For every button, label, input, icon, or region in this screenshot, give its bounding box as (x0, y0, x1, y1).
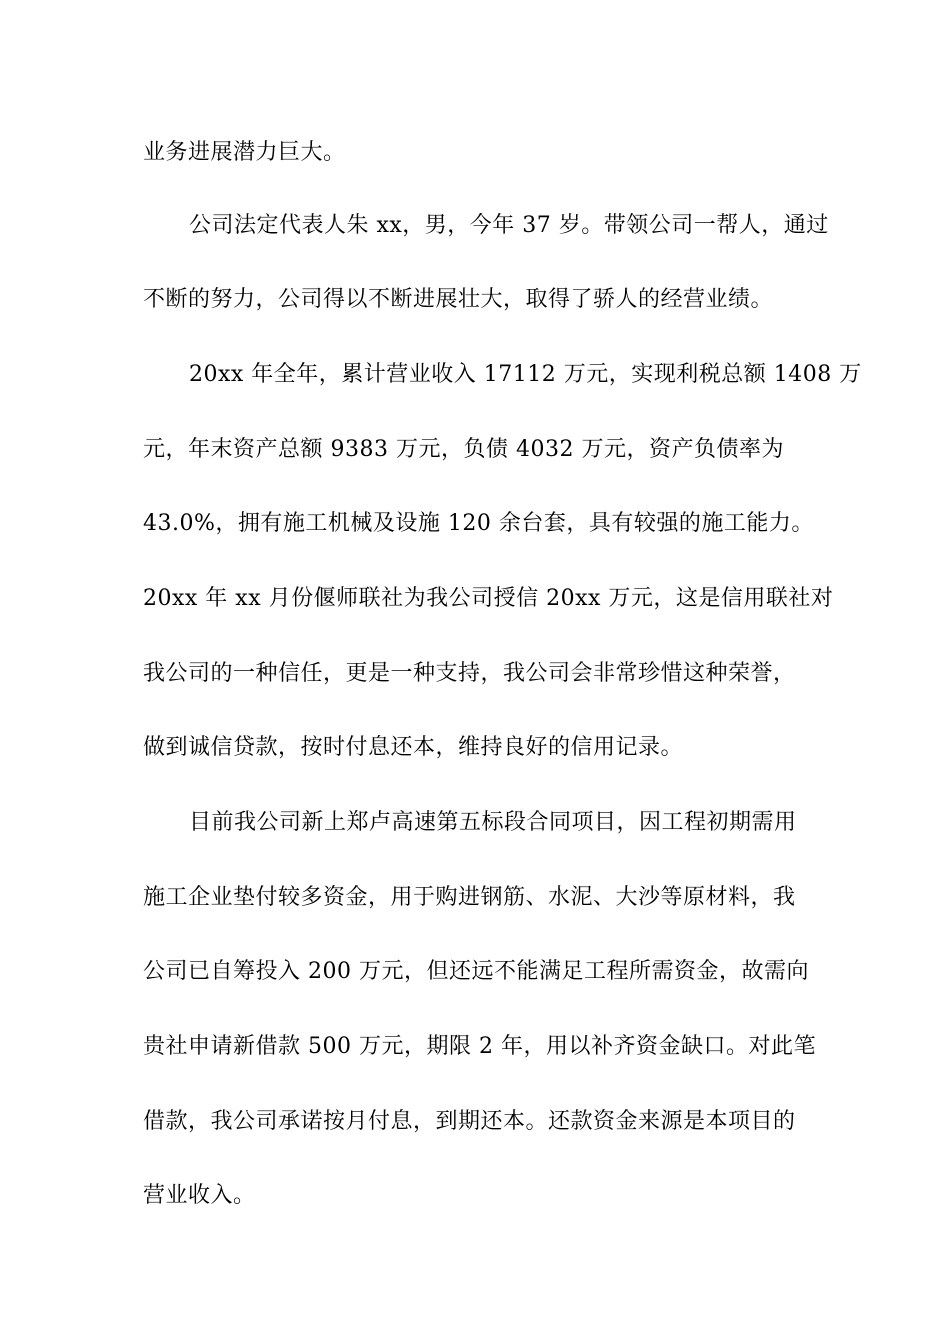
paragraph-start-line: 公司法定代表人朱 xx，男，今年 37 岁。带领公司一帮人，通过 (189, 213, 829, 238)
text-line: 营业收入。 (143, 1183, 256, 1208)
text-line: 20xx 年 xx 月份偃师联社为我公司授信 20xx 万元，这是信用联社对 (143, 586, 834, 611)
paragraph-start-line: 20xx 年全年，累计营业收入 17112 万元，实现利税总额 1408 万 (189, 362, 862, 387)
text-line: 公司已自筹投入 200 万元，但还远不能满足工程所需资金，故需向 (143, 959, 809, 984)
text-line: 施工企业垫付较多资金，用于购进钢筋、水泥、大沙等原材料，我 (143, 885, 796, 910)
paragraph-start-line: 目前我公司新上郑卢高速第五标段合同项目，因工程初期需用 (189, 810, 797, 835)
text-line: 借款，我公司承诺按月付息，到期还本。还款资金来源是本项目的 (143, 1109, 796, 1134)
text-line: 不断的努力，公司得以不断进展壮大，取得了骄人的经营业绩。 (143, 287, 774, 312)
text-line: 元，年末资产总额 9383 万元，负债 4032 万元，资产负债率为 (143, 437, 784, 462)
text-line: 贵社申请新借款 500 万元，期限 2 年，用以补齐资金缺口。对此笔 (143, 1034, 816, 1059)
text-line: 我公司的一种信任，更是一种支持，我公司会非常珍惜这种荣誉， (143, 661, 796, 686)
text-line: 业务进展潜力巨大。 (143, 140, 346, 165)
text-line: 做到诚信贷款，按时付息还本，维持良好的信用记录。 (143, 735, 684, 760)
text-line: 43.0%，拥有施工机械及设施 120 余台套，具有较强的施工能力。 (143, 511, 814, 536)
